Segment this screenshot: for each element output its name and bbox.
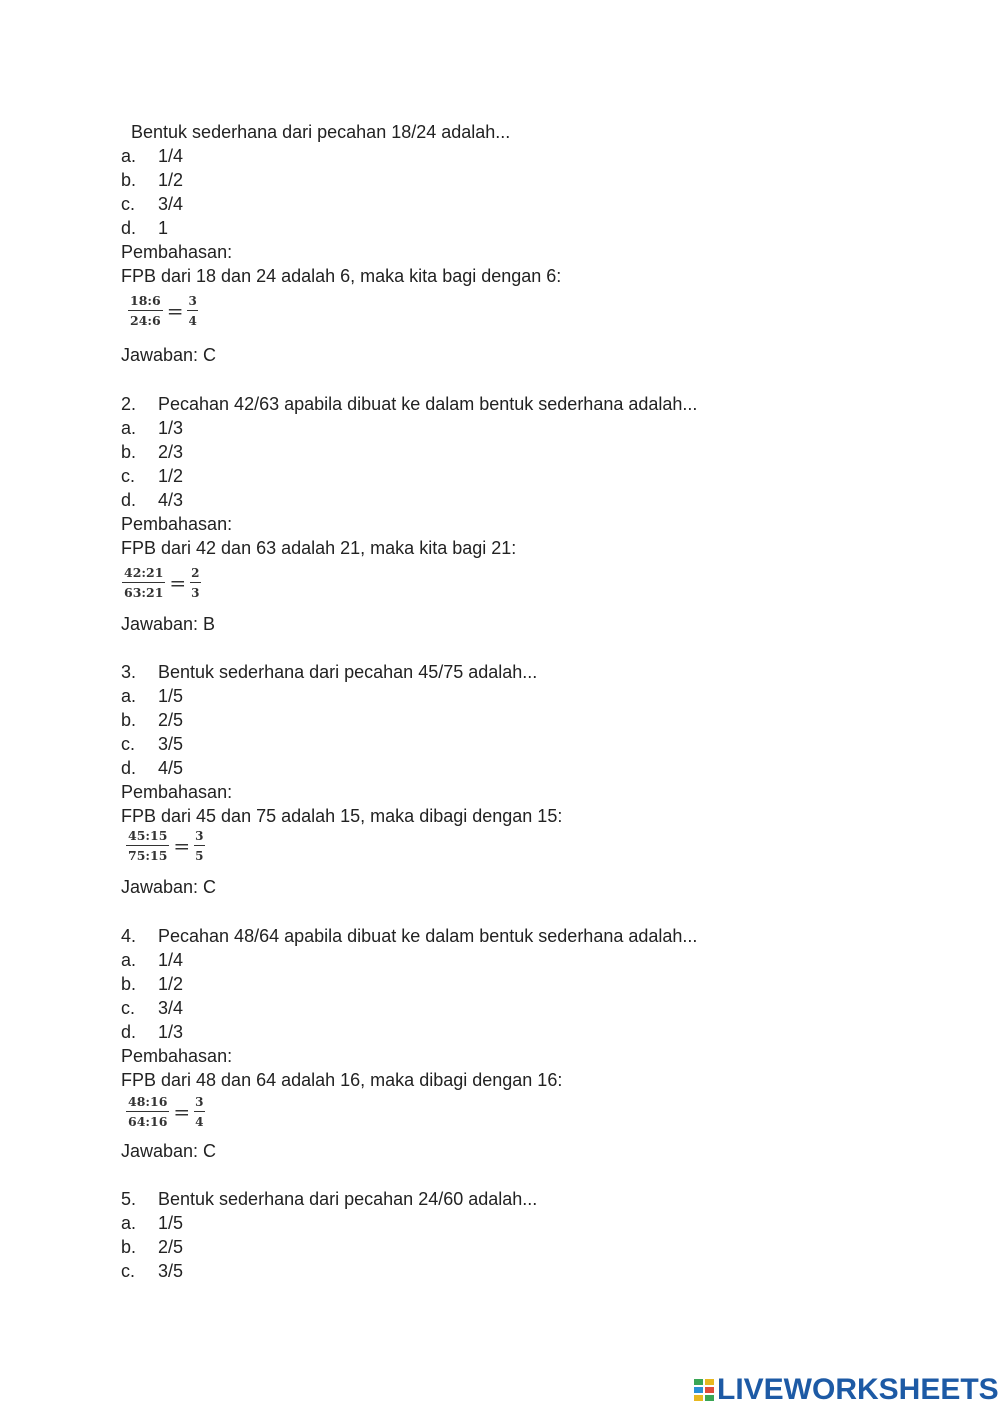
formula-left-fraction — [126, 829, 169, 863]
option-value: 4/5 — [158, 758, 184, 778]
option-letter: a. — [121, 146, 137, 166]
option-value: 1/5 — [158, 1213, 184, 1233]
option-value: 4/3 — [158, 490, 184, 510]
q4-answer: Jawaban: C — [121, 1141, 217, 1161]
fraction-numerator: 3 — [187, 294, 197, 311]
q2-option-a — [121, 416, 183, 440]
q3-option-a — [121, 684, 183, 708]
q3-discussion-label: Pembahasan: — [121, 782, 233, 802]
option-letter: b. — [121, 974, 137, 994]
option-letter: d. — [121, 218, 137, 238]
q1-option-c — [121, 192, 183, 216]
option-letter: c. — [121, 734, 136, 754]
fraction-numerator: 3 — [194, 1095, 204, 1112]
option-value: 1 — [158, 218, 169, 238]
option-letter: a. — [121, 418, 137, 438]
option-letter: c. — [121, 466, 136, 486]
option-letter: d. — [121, 490, 137, 510]
fraction-denominator: 24:6 — [130, 313, 161, 328]
option-value: 3/5 — [158, 734, 184, 754]
option-letter: b. — [121, 170, 137, 190]
q1-explanation: FPB dari 18 dan 24 adalah 6, maka kita bagi dengan 6: — [121, 266, 562, 286]
q2-answer: Jawaban: B — [121, 614, 216, 634]
formula-left-fraction — [122, 566, 165, 600]
q2-option-b — [121, 440, 183, 464]
question-1-text — [121, 120, 510, 144]
option-value: 2/3 — [158, 442, 184, 462]
option-value: 2/5 — [158, 710, 184, 730]
q5-option-c — [121, 1259, 183, 1283]
question-2-text — [121, 392, 697, 416]
q4-formula — [126, 1095, 205, 1129]
option-value: 2/5 — [158, 1237, 184, 1257]
formula-right-fraction — [187, 294, 197, 328]
q5-option-a — [121, 1211, 183, 1235]
question-number: 4. — [121, 926, 137, 946]
question-5-text — [121, 1187, 537, 1211]
question-number: 3. — [121, 662, 137, 682]
q3-answer: Jawaban: C — [121, 877, 217, 897]
fraction-numerator: 48:16 — [126, 1095, 169, 1112]
fraction-denominator: 64:16 — [128, 1114, 168, 1129]
option-value: 1/2 — [158, 466, 184, 486]
q3-option-d — [121, 756, 183, 780]
q1-formula — [128, 294, 198, 328]
option-value: 3/5 — [158, 1261, 184, 1281]
liveworksheets-logo[interactable] — [693, 1373, 999, 1407]
question-5-stem: Bentuk sederhana dari pecahan 24/60 adalah... — [158, 1189, 538, 1209]
fraction-numerator: 45:15 — [126, 829, 169, 846]
q3-formula — [126, 829, 205, 863]
question-3-stem: Bentuk sederhana dari pecahan 45/75 adalah... — [158, 662, 538, 682]
q1-option-a — [121, 144, 183, 168]
formula-right-fraction — [194, 829, 204, 863]
q4-explanation: FPB dari 48 dan 64 adalah 16, maka dibagi dengan 16: — [121, 1070, 563, 1090]
fraction-denominator: 63:21 — [124, 585, 164, 600]
formula-left-fraction — [126, 1095, 169, 1129]
q2-discussion-label: Pembahasan: — [121, 514, 233, 534]
question-1-stem: Bentuk sederhana dari pecahan 18/24 adalah... — [131, 122, 511, 142]
q3-option-c — [121, 732, 183, 756]
option-letter: a. — [121, 1213, 137, 1233]
equals-sign: = — [173, 834, 191, 858]
question-number: 2. — [121, 394, 137, 414]
option-value: 1/5 — [158, 686, 184, 706]
q3-option-b — [121, 708, 183, 732]
option-value: 1/2 — [158, 170, 184, 190]
q5-option-b — [121, 1235, 183, 1259]
q1-answer: Jawaban: C — [121, 345, 217, 365]
q1-discussion-label: Pembahasan: — [121, 242, 233, 262]
q2-option-d — [121, 488, 183, 512]
q2-formula — [122, 566, 201, 600]
option-letter: c. — [121, 194, 136, 214]
option-value: 1/2 — [158, 974, 184, 994]
q4-option-b — [121, 972, 183, 996]
q4-option-d — [121, 1020, 183, 1044]
liveworksheets-logo-text: LIVEWORKSHEETS — [717, 1373, 999, 1406]
fraction-numerator: 18:6 — [128, 294, 163, 311]
option-letter: a. — [121, 686, 137, 706]
option-letter: a. — [121, 950, 137, 970]
option-letter: b. — [121, 1237, 137, 1257]
option-letter: c. — [121, 998, 136, 1018]
option-letter: d. — [121, 758, 137, 778]
option-value: 3/4 — [158, 194, 184, 214]
fraction-numerator: 3 — [194, 829, 204, 846]
equals-sign: = — [173, 1100, 191, 1124]
formula-right-fraction — [194, 1095, 204, 1129]
fraction-denominator: 4 — [195, 1115, 204, 1129]
option-value: 3/4 — [158, 998, 184, 1018]
fraction-denominator: 75:15 — [128, 848, 168, 863]
q1-option-b — [121, 168, 183, 192]
fraction-numerator: 42:21 — [122, 566, 165, 583]
formula-right-fraction — [190, 566, 200, 600]
equals-sign: = — [166, 299, 184, 323]
q1-option-d — [121, 216, 168, 240]
q2-option-c — [121, 464, 183, 488]
fraction-denominator: 5 — [195, 849, 204, 863]
option-value: 1/3 — [158, 1022, 184, 1042]
liveworksheets-logo-icon — [693, 1377, 715, 1403]
q3-explanation: FPB dari 45 dan 75 adalah 15, maka dibagi dengan 15: — [121, 806, 563, 826]
question-4-stem: Pecahan 48/64 apabila dibuat ke dalam bentuk sederhana adalah... — [158, 926, 698, 946]
option-letter: b. — [121, 442, 137, 462]
option-letter: d. — [121, 1022, 137, 1042]
option-letter: c. — [121, 1261, 136, 1281]
fraction-numerator: 2 — [190, 566, 200, 583]
question-4-text — [121, 924, 697, 948]
fraction-denominator: 3 — [191, 586, 200, 600]
question-2-stem: Pecahan 42/63 apabila dibuat ke dalam bentuk sederhana adalah... — [158, 394, 698, 414]
option-value: 1/4 — [158, 146, 184, 166]
option-value: 1/4 — [158, 950, 184, 970]
q2-explanation: FPB dari 42 dan 63 adalah 21, maka kita bagi 21: — [121, 538, 517, 558]
q4-discussion-label: Pembahasan: — [121, 1046, 233, 1066]
formula-left-fraction — [128, 294, 163, 328]
fraction-denominator: 4 — [188, 314, 197, 328]
option-letter: b. — [121, 710, 137, 730]
q4-option-c — [121, 996, 183, 1020]
equals-sign: = — [169, 571, 187, 595]
question-number: 5. — [121, 1189, 137, 1209]
q4-option-a — [121, 948, 183, 972]
question-3-text — [121, 660, 537, 684]
option-value: 1/3 — [158, 418, 184, 438]
